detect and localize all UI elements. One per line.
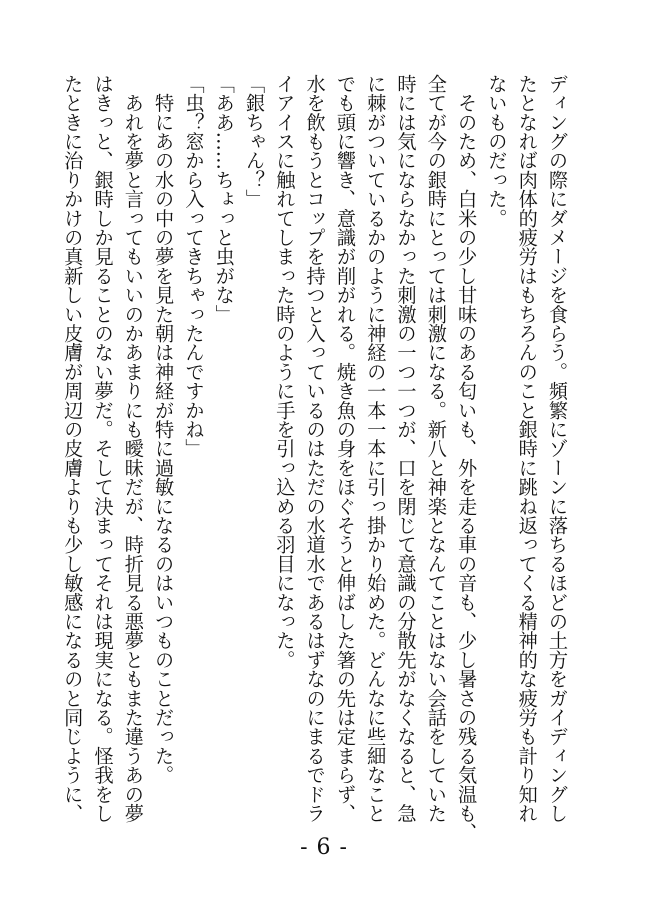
text-line: 水を飲もうとコップを持つと入っているのはただの水道水であるはずなのにまるでドラ (303, 74, 327, 823)
text-line: はきっと、銀時しか見ることのない夢だ。そして決まってそれは現実になる。怪我をし (91, 74, 115, 823)
text-line: に棘がついているかのように神経の一本一本に引っ掛かり始めた。どんなに些細なこと (364, 74, 388, 823)
dialogue-line: 「ああ……ちょっと虫がな」 (212, 74, 236, 324)
text-line: 時には気にならなかった刺激の一つ一つが、口を閉じて意識の分散先がなくなると、急 (394, 74, 418, 823)
page-number: - 6 - (300, 835, 348, 860)
text-line: あれを夢と言ってもいいのかあまりにも曖昧だが、時折見る悪夢ともまた違うあの夢 (121, 74, 145, 823)
text-line: イアイスに触れてしまった時のように手を引っ込める羽目になった。 (273, 74, 297, 670)
dialogue-line: 「虫？窓から入ってきちゃったんですかね」 (182, 74, 206, 458)
text-line: たとなれば肉体的疲労はもちろんのこと銀時に跳ね返ってくる精神的な疲労も計り知れ (515, 74, 539, 823)
text-line: でも頭に響き、意識が削がれる。焼き魚の身をほぐそうと伸ばした箸の先は定まらず、 (333, 74, 357, 823)
text-line: 全てが今の銀時にとっては刺激になる。新八と神楽となんてことはない会話をしていた (424, 74, 448, 823)
text-line: たときに治りかけの真新しい皮膚が周辺の皮膚よりも少し敏感になるのと同じように、 (61, 74, 85, 823)
text-line: ディングの際にダメージを食らう。頻繁にゾーンに落ちるほどの土方をガイディングし (546, 74, 569, 823)
dialogue-line: 「銀ちゃん？」 (243, 74, 267, 209)
body-text (57, 74, 572, 843)
text-line: ないものだった。 (485, 74, 509, 228)
text-line: そのため、白米の少し甘味のある匂いも、外を走る車の音も、少し暑さの残る気温も、 (455, 74, 479, 843)
text-line: 特にあの水の中の夢を見た朝は神経が特に過敏になるのはいつものことだった。 (152, 74, 176, 785)
